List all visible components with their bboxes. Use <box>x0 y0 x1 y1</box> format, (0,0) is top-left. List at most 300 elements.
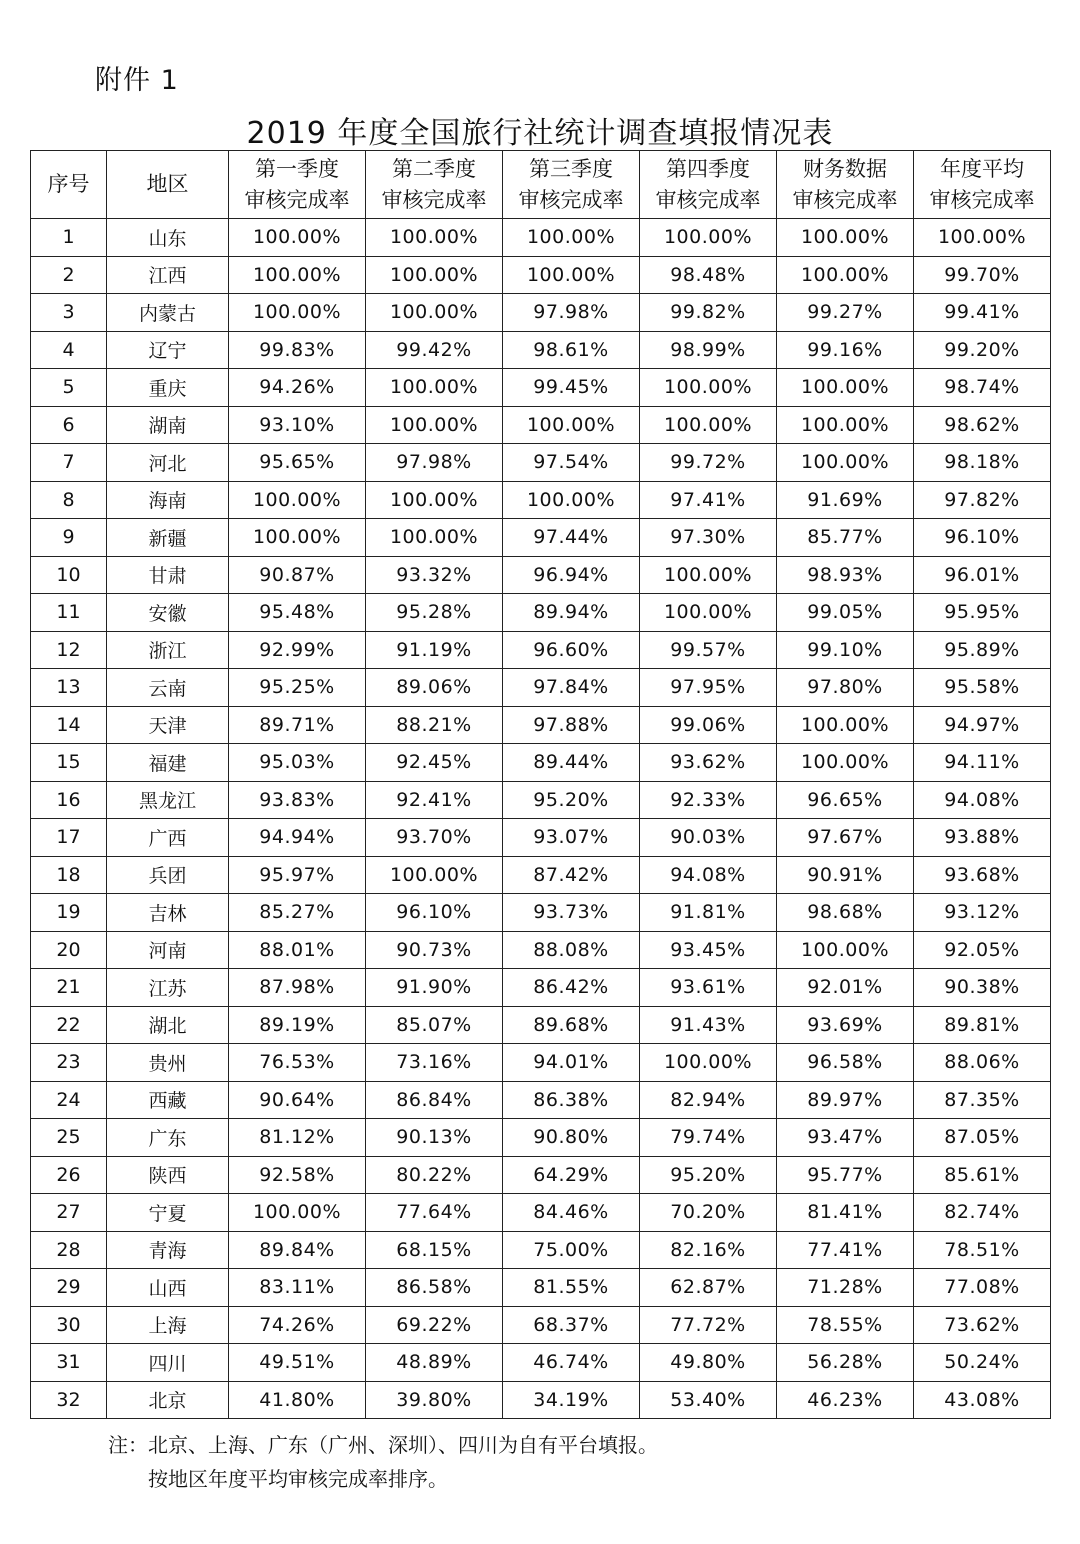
cell-q3: 94.01% <box>503 1044 640 1082</box>
cell-seq: 19 <box>31 894 107 932</box>
table-row <box>31 1006 1051 1044</box>
cell-q3: 100.00% <box>503 481 640 519</box>
cell-q3: 86.38% <box>503 1081 640 1119</box>
cell-q1: 94.94% <box>229 819 366 857</box>
header-region <box>107 151 229 219</box>
cell-seq: 13 <box>31 669 107 707</box>
cell-q2: 68.15% <box>366 1231 503 1269</box>
cell-finance: 97.67% <box>777 819 914 857</box>
note-line-1: 注：北京、上海、广东（广州、深圳）、四川为自有平台填报。 <box>108 1433 658 1457</box>
cell-finance: 81.41% <box>777 1194 914 1232</box>
cell-q2: 88.21% <box>366 706 503 744</box>
cell-annual: 87.05% <box>914 1119 1051 1157</box>
header-q4-line2: 审核完成率 <box>655 187 761 212</box>
cell-finance: 100.00% <box>777 369 914 407</box>
cell-seq: 23 <box>31 1044 107 1082</box>
cell-q1: 95.97% <box>229 856 366 894</box>
cell-annual: 98.74% <box>914 369 1051 407</box>
cell-q4: 97.30% <box>640 519 777 557</box>
cell-finance: 89.97% <box>777 1081 914 1119</box>
cell-annual: 82.74% <box>914 1194 1051 1232</box>
cell-finance: 100.00% <box>777 444 914 482</box>
cell-q2: 100.00% <box>366 519 503 557</box>
cell-region: 上海 <box>107 1306 229 1344</box>
cell-annual: 95.95% <box>914 594 1051 632</box>
header-q2-line1: 第二季度 <box>392 156 476 181</box>
cell-q4: 100.00% <box>640 594 777 632</box>
cell-annual: 100.00% <box>914 219 1051 257</box>
cell-q4: 49.80% <box>640 1344 777 1382</box>
cell-q4: 99.72% <box>640 444 777 482</box>
cell-finance: 91.69% <box>777 481 914 519</box>
cell-q1: 100.00% <box>229 519 366 557</box>
cell-annual: 97.82% <box>914 481 1051 519</box>
cell-finance: 78.55% <box>777 1306 914 1344</box>
table-row <box>31 931 1051 969</box>
header-q3-line2: 审核完成率 <box>518 187 624 212</box>
cell-seq: 29 <box>31 1269 107 1307</box>
cell-annual: 85.61% <box>914 1156 1051 1194</box>
cell-q3: 100.00% <box>503 256 640 294</box>
table-row <box>31 781 1051 819</box>
cell-seq: 18 <box>31 856 107 894</box>
cell-region: 西藏 <box>107 1081 229 1119</box>
cell-q4: 70.20% <box>640 1194 777 1232</box>
cell-q4: 99.57% <box>640 631 777 669</box>
cell-q2: 100.00% <box>366 219 503 257</box>
cell-annual: 94.08% <box>914 781 1051 819</box>
table-row <box>31 744 1051 782</box>
header-seq <box>31 151 107 219</box>
table-row <box>31 1344 1051 1382</box>
cell-finance: 98.68% <box>777 894 914 932</box>
cell-finance: 100.00% <box>777 256 914 294</box>
cell-q4: 82.94% <box>640 1081 777 1119</box>
cell-q2: 85.07% <box>366 1006 503 1044</box>
cell-annual: 94.11% <box>914 744 1051 782</box>
table-row <box>31 1194 1051 1232</box>
cell-q3: 100.00% <box>503 406 640 444</box>
table-row <box>31 444 1051 482</box>
note-line-2: 按地区年度平均审核完成率排序。 <box>148 1467 448 1491</box>
cell-annual: 78.51% <box>914 1231 1051 1269</box>
cell-region: 辽宁 <box>107 331 229 369</box>
cell-q4: 98.48% <box>640 256 777 294</box>
cell-q3: 96.60% <box>503 631 640 669</box>
header-finance-line1: 财务数据 <box>803 156 887 181</box>
cell-seq: 20 <box>31 931 107 969</box>
header-q4 <box>640 151 777 219</box>
cell-q4: 79.74% <box>640 1119 777 1157</box>
header-q1 <box>229 151 366 219</box>
header-finance-line2: 审核完成率 <box>792 187 898 212</box>
cell-seq: 24 <box>31 1081 107 1119</box>
cell-q1: 85.27% <box>229 894 366 932</box>
cell-q1: 93.10% <box>229 406 366 444</box>
cell-seq: 31 <box>31 1344 107 1382</box>
cell-finance: 92.01% <box>777 969 914 1007</box>
cell-seq: 21 <box>31 969 107 1007</box>
cell-finance: 93.47% <box>777 1119 914 1157</box>
cell-q1: 92.99% <box>229 631 366 669</box>
cell-finance: 98.93% <box>777 556 914 594</box>
cell-q4: 77.72% <box>640 1306 777 1344</box>
page-title: 2019 年度全国旅行社统计调查填报情况表 <box>246 116 834 151</box>
cell-q4: 97.41% <box>640 481 777 519</box>
cell-seq: 16 <box>31 781 107 819</box>
header-finance <box>777 151 914 219</box>
cell-q4: 91.81% <box>640 894 777 932</box>
cell-q1: 95.65% <box>229 444 366 482</box>
cell-region: 江西 <box>107 256 229 294</box>
cell-region: 湖南 <box>107 406 229 444</box>
cell-q1: 89.84% <box>229 1231 366 1269</box>
header-q2-line2: 审核完成率 <box>381 187 487 212</box>
cell-region: 北京 <box>107 1381 229 1419</box>
header-q3-line1: 第三季度 <box>529 156 613 181</box>
cell-q2: 97.98% <box>366 444 503 482</box>
cell-finance: 56.28% <box>777 1344 914 1382</box>
cell-q3: 46.74% <box>503 1344 640 1382</box>
cell-q1: 99.83% <box>229 331 366 369</box>
cell-q4: 94.08% <box>640 856 777 894</box>
header-annual <box>914 151 1051 219</box>
cell-region: 广东 <box>107 1119 229 1157</box>
header-q1-line1: 第一季度 <box>255 156 339 181</box>
cell-q3: 68.37% <box>503 1306 640 1344</box>
table-row <box>31 256 1051 294</box>
cell-q1: 89.71% <box>229 706 366 744</box>
cell-seq: 6 <box>31 406 107 444</box>
cell-region: 内蒙古 <box>107 294 229 332</box>
cell-q4: 90.03% <box>640 819 777 857</box>
cell-finance: 99.27% <box>777 294 914 332</box>
cell-q2: 73.16% <box>366 1044 503 1082</box>
cell-q2: 93.32% <box>366 556 503 594</box>
cell-q4: 93.45% <box>640 931 777 969</box>
table-row <box>31 1381 1051 1419</box>
cell-finance: 95.77% <box>777 1156 914 1194</box>
table-row <box>31 894 1051 932</box>
cell-q4: 98.99% <box>640 331 777 369</box>
table-row <box>31 219 1051 257</box>
cell-annual: 95.58% <box>914 669 1051 707</box>
attachment-label: 附件 1 <box>95 65 179 96</box>
cell-region: 广西 <box>107 819 229 857</box>
cell-q1: 95.03% <box>229 744 366 782</box>
cell-finance: 100.00% <box>777 219 914 257</box>
cell-q3: 89.94% <box>503 594 640 632</box>
cell-annual: 77.08% <box>914 1269 1051 1307</box>
cell-q1: 87.98% <box>229 969 366 1007</box>
cell-q2: 100.00% <box>366 294 503 332</box>
cell-q4: 100.00% <box>640 406 777 444</box>
table-row <box>31 406 1051 444</box>
cell-q2: 91.19% <box>366 631 503 669</box>
cell-finance: 71.28% <box>777 1269 914 1307</box>
cell-finance: 85.77% <box>777 519 914 557</box>
cell-annual: 98.62% <box>914 406 1051 444</box>
cell-finance: 100.00% <box>777 744 914 782</box>
table-row <box>31 1269 1051 1307</box>
cell-q1: 92.58% <box>229 1156 366 1194</box>
cell-finance: 100.00% <box>777 406 914 444</box>
cell-q2: 92.45% <box>366 744 503 782</box>
cell-region: 福建 <box>107 744 229 782</box>
cell-q4: 99.82% <box>640 294 777 332</box>
cell-q1: 95.25% <box>229 669 366 707</box>
statistics-table <box>30 150 1051 1419</box>
header-q1-line2: 审核完成率 <box>244 187 350 212</box>
cell-finance: 93.69% <box>777 1006 914 1044</box>
cell-q4: 100.00% <box>640 219 777 257</box>
cell-q1: 93.83% <box>229 781 366 819</box>
cell-q2: 100.00% <box>366 369 503 407</box>
cell-finance: 90.91% <box>777 856 914 894</box>
cell-q2: 90.73% <box>366 931 503 969</box>
cell-seq: 30 <box>31 1306 107 1344</box>
cell-finance: 99.05% <box>777 594 914 632</box>
cell-region: 云南 <box>107 669 229 707</box>
cell-q3: 97.84% <box>503 669 640 707</box>
cell-q2: 80.22% <box>366 1156 503 1194</box>
table-row <box>31 481 1051 519</box>
notes <box>108 1428 658 1496</box>
cell-region: 湖北 <box>107 1006 229 1044</box>
cell-q4: 62.87% <box>640 1269 777 1307</box>
cell-q2: 69.22% <box>366 1306 503 1344</box>
cell-annual: 92.05% <box>914 931 1051 969</box>
cell-q3: 96.94% <box>503 556 640 594</box>
header-region-label: 地区 <box>146 172 189 196</box>
table-row <box>31 369 1051 407</box>
header-q2 <box>366 151 503 219</box>
table-row <box>31 519 1051 557</box>
cell-q1: 41.80% <box>229 1381 366 1419</box>
table-row <box>31 819 1051 857</box>
cell-q2: 100.00% <box>366 256 503 294</box>
cell-annual: 43.08% <box>914 1381 1051 1419</box>
cell-annual: 98.18% <box>914 444 1051 482</box>
cell-q3: 95.20% <box>503 781 640 819</box>
cell-q4: 92.33% <box>640 781 777 819</box>
cell-annual: 99.20% <box>914 331 1051 369</box>
cell-seq: 11 <box>31 594 107 632</box>
cell-region: 天津 <box>107 706 229 744</box>
cell-region: 宁夏 <box>107 1194 229 1232</box>
cell-q2: 90.13% <box>366 1119 503 1157</box>
cell-q1: 83.11% <box>229 1269 366 1307</box>
cell-seq: 32 <box>31 1381 107 1419</box>
cell-seq: 8 <box>31 481 107 519</box>
cell-q1: 49.51% <box>229 1344 366 1382</box>
cell-q4: 97.95% <box>640 669 777 707</box>
cell-q1: 94.26% <box>229 369 366 407</box>
cell-annual: 94.97% <box>914 706 1051 744</box>
header-seq-label: 序号 <box>47 172 90 196</box>
cell-finance: 100.00% <box>777 931 914 969</box>
cell-region: 河北 <box>107 444 229 482</box>
cell-region: 甘肃 <box>107 556 229 594</box>
cell-q2: 96.10% <box>366 894 503 932</box>
cell-annual: 50.24% <box>914 1344 1051 1382</box>
cell-region: 海南 <box>107 481 229 519</box>
cell-q2: 92.41% <box>366 781 503 819</box>
cell-q2: 86.58% <box>366 1269 503 1307</box>
cell-seq: 3 <box>31 294 107 332</box>
header-q3 <box>503 151 640 219</box>
table-row <box>31 1081 1051 1119</box>
cell-q2: 100.00% <box>366 481 503 519</box>
cell-q3: 84.46% <box>503 1194 640 1232</box>
cell-q4: 53.40% <box>640 1381 777 1419</box>
cell-q1: 100.00% <box>229 256 366 294</box>
cell-q3: 93.07% <box>503 819 640 857</box>
cell-seq: 15 <box>31 744 107 782</box>
table-row <box>31 331 1051 369</box>
cell-region: 四川 <box>107 1344 229 1382</box>
cell-annual: 93.68% <box>914 856 1051 894</box>
cell-region: 贵州 <box>107 1044 229 1082</box>
cell-region: 江苏 <box>107 969 229 1007</box>
cell-annual: 73.62% <box>914 1306 1051 1344</box>
cell-q1: 90.64% <box>229 1081 366 1119</box>
cell-q2: 91.90% <box>366 969 503 1007</box>
cell-q2: 100.00% <box>366 856 503 894</box>
cell-annual: 90.38% <box>914 969 1051 1007</box>
cell-region: 浙江 <box>107 631 229 669</box>
cell-annual: 99.70% <box>914 256 1051 294</box>
table-row <box>31 969 1051 1007</box>
cell-region: 吉林 <box>107 894 229 932</box>
table-body <box>31 219 1051 1419</box>
table-row <box>31 1306 1051 1344</box>
table-row <box>31 669 1051 707</box>
table-row <box>31 706 1051 744</box>
cell-q3: 99.45% <box>503 369 640 407</box>
cell-seq: 9 <box>31 519 107 557</box>
cell-q3: 86.42% <box>503 969 640 1007</box>
cell-annual: 93.88% <box>914 819 1051 857</box>
cell-region: 陕西 <box>107 1156 229 1194</box>
cell-q4: 100.00% <box>640 556 777 594</box>
cell-q3: 75.00% <box>503 1231 640 1269</box>
cell-q2: 48.89% <box>366 1344 503 1382</box>
cell-seq: 10 <box>31 556 107 594</box>
cell-q4: 99.06% <box>640 706 777 744</box>
table-header-row <box>31 151 1051 219</box>
cell-seq: 14 <box>31 706 107 744</box>
cell-seq: 25 <box>31 1119 107 1157</box>
cell-region: 兵团 <box>107 856 229 894</box>
cell-q2: 89.06% <box>366 669 503 707</box>
cell-q3: 97.44% <box>503 519 640 557</box>
cell-q1: 76.53% <box>229 1044 366 1082</box>
cell-q3: 97.54% <box>503 444 640 482</box>
cell-annual: 96.01% <box>914 556 1051 594</box>
cell-q4: 95.20% <box>640 1156 777 1194</box>
cell-annual: 96.10% <box>914 519 1051 557</box>
cell-annual: 93.12% <box>914 894 1051 932</box>
table-row <box>31 1119 1051 1157</box>
cell-q3: 93.73% <box>503 894 640 932</box>
cell-q3: 34.19% <box>503 1381 640 1419</box>
cell-q4: 100.00% <box>640 1044 777 1082</box>
cell-q3: 87.42% <box>503 856 640 894</box>
cell-q3: 89.44% <box>503 744 640 782</box>
cell-finance: 46.23% <box>777 1381 914 1419</box>
cell-finance: 97.80% <box>777 669 914 707</box>
cell-seq: 4 <box>31 331 107 369</box>
cell-finance: 96.65% <box>777 781 914 819</box>
cell-finance: 99.10% <box>777 631 914 669</box>
cell-seq: 2 <box>31 256 107 294</box>
cell-q4: 93.61% <box>640 969 777 1007</box>
cell-region: 重庆 <box>107 369 229 407</box>
cell-q2: 77.64% <box>366 1194 503 1232</box>
cell-q1: 95.48% <box>229 594 366 632</box>
cell-finance: 96.58% <box>777 1044 914 1082</box>
cell-q1: 100.00% <box>229 219 366 257</box>
cell-annual: 89.81% <box>914 1006 1051 1044</box>
cell-q1: 100.00% <box>229 1194 366 1232</box>
cell-seq: 1 <box>31 219 107 257</box>
cell-seq: 17 <box>31 819 107 857</box>
header-q4-line1: 第四季度 <box>666 156 750 181</box>
table-row <box>31 1044 1051 1082</box>
cell-seq: 5 <box>31 369 107 407</box>
cell-q1: 81.12% <box>229 1119 366 1157</box>
cell-q3: 98.61% <box>503 331 640 369</box>
cell-annual: 87.35% <box>914 1081 1051 1119</box>
cell-seq: 28 <box>31 1231 107 1269</box>
table-row <box>31 1231 1051 1269</box>
cell-region: 新疆 <box>107 519 229 557</box>
cell-q2: 39.80% <box>366 1381 503 1419</box>
cell-q2: 93.70% <box>366 819 503 857</box>
header-annual-line1: 年度平均 <box>940 156 1024 181</box>
cell-q3: 64.29% <box>503 1156 640 1194</box>
cell-annual: 99.41% <box>914 294 1051 332</box>
cell-region: 河南 <box>107 931 229 969</box>
cell-annual: 95.89% <box>914 631 1051 669</box>
cell-q4: 91.43% <box>640 1006 777 1044</box>
cell-region: 安徽 <box>107 594 229 632</box>
cell-q3: 90.80% <box>503 1119 640 1157</box>
cell-q3: 88.08% <box>503 931 640 969</box>
table-row <box>31 631 1051 669</box>
cell-q1: 90.87% <box>229 556 366 594</box>
header-annual-line2: 审核完成率 <box>929 187 1035 212</box>
cell-q3: 97.88% <box>503 706 640 744</box>
cell-q1: 100.00% <box>229 294 366 332</box>
cell-q2: 86.84% <box>366 1081 503 1119</box>
cell-q2: 99.42% <box>366 331 503 369</box>
cell-region: 黑龙江 <box>107 781 229 819</box>
cell-seq: 27 <box>31 1194 107 1232</box>
cell-q4: 100.00% <box>640 369 777 407</box>
cell-q1: 89.19% <box>229 1006 366 1044</box>
cell-region: 青海 <box>107 1231 229 1269</box>
cell-q4: 93.62% <box>640 744 777 782</box>
cell-finance: 77.41% <box>777 1231 914 1269</box>
cell-q3: 97.98% <box>503 294 640 332</box>
table-row <box>31 294 1051 332</box>
cell-region: 山东 <box>107 219 229 257</box>
table-row <box>31 1156 1051 1194</box>
cell-q4: 82.16% <box>640 1231 777 1269</box>
cell-q1: 100.00% <box>229 481 366 519</box>
